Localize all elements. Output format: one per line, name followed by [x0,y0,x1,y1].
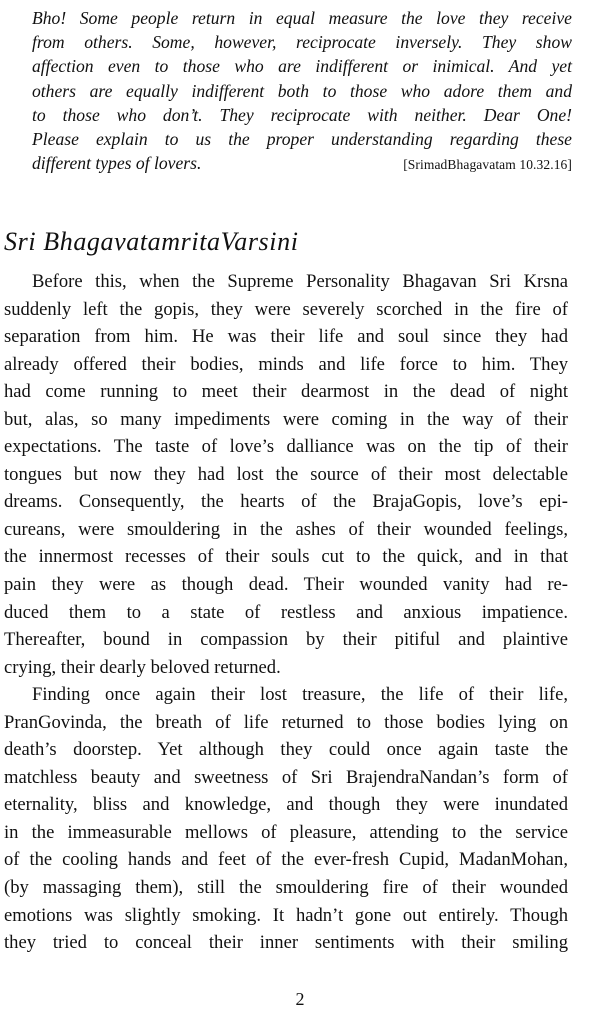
text-line: dreams. Consequently, the hearts of the BrajaGopis, love’s epi- [4,491,568,513]
quote-line: others are equally indifferent both to those who adore them and [32,80,572,101]
text-line: Finding once again their lost treasure, the life of their life, [32,684,568,706]
text-line: the innermost recesses of their souls cut to the quick, and in that [4,546,568,568]
text-line: they tried to conceal their inner sentiments with their smiling [4,932,568,954]
section-heading: Sri BhagavatamritaVarsini [4,227,299,256]
quote-line: Please explain to us the proper understanding regarding these [32,129,572,150]
text-line: but, alas, so many impediments were coming in the way of their [4,408,568,430]
text-line: of the cooling hands and feet of the ever-fresh Cupid, MadanMohan, [4,849,568,871]
verse-quote [32,6,572,177]
text-line: suddenly left the gopis, they were severely scorched in the fire of [4,298,568,320]
page-number: 2 [295,989,305,1009]
text-line: crying, their dearly beloved returned. [4,656,281,678]
text-line: emotions was slightly smoking. It hadn’t gone out entirely. Though [4,904,568,926]
text-line: duced them to a state of restless and anxious impatience. [4,601,568,623]
text-line: PranGovinda, the breath of life returned to those bodies lying on [4,711,568,733]
verse-citation: [SrimadBhagavatam 10.32.16] [403,157,572,173]
text-line: expectations. The taste of love’s dalliance was on the tip of their [4,436,568,458]
text-line: (by massaging them), still the smouldering fire of their wounded [4,877,568,899]
quote-line: from others. Some, however, reciprocate inversely. They show [32,32,572,53]
quote-line: affection even to those who are indifferent or inimical. And yet [32,56,572,77]
paragraph-1 [4,268,568,681]
paragraph-2 [4,681,568,956]
text-line: separation from him. He was their life and soul since they had [4,326,568,348]
text-line: matchless beauty and sweetness of Sri BrajendraNandan’s form of [4,766,568,788]
text-line: pain they were as though dead. Their wounded vanity had re- [4,574,568,596]
quote-line: to those who don’t. They reciprocate with neither. Dear One! [32,104,572,125]
text-line: had come running to meet their dearmost in the dead of night [4,381,568,403]
quote-line: Bho! Some people return in equal measure the love they receive [32,8,572,28]
quote-line: different types of lovers. [32,153,202,174]
text-line: Before this, when the Supreme Personality Bhagavan Sri Krsna [32,271,568,292]
body-text [4,268,568,957]
text-line: in the immeasurable mellows of pleasure, attending to the service [4,821,568,843]
text-line: cureans, were smouldering in the ashes of their wounded feelings, [4,518,568,540]
text-line: already offered their bodies, minds and life force to him. They [4,353,568,375]
text-line: eternality, bliss and knowledge, and though they were inundated [4,794,568,816]
text-line: death’s doorstep. Yet although they could once again taste the [4,739,568,761]
text-line: tongues but now they had lost the source of their most delectable [4,463,568,485]
quote-last-line [32,151,572,177]
text-line: Thereafter, bound in compassion by their pitiful and plaintive [4,629,568,651]
